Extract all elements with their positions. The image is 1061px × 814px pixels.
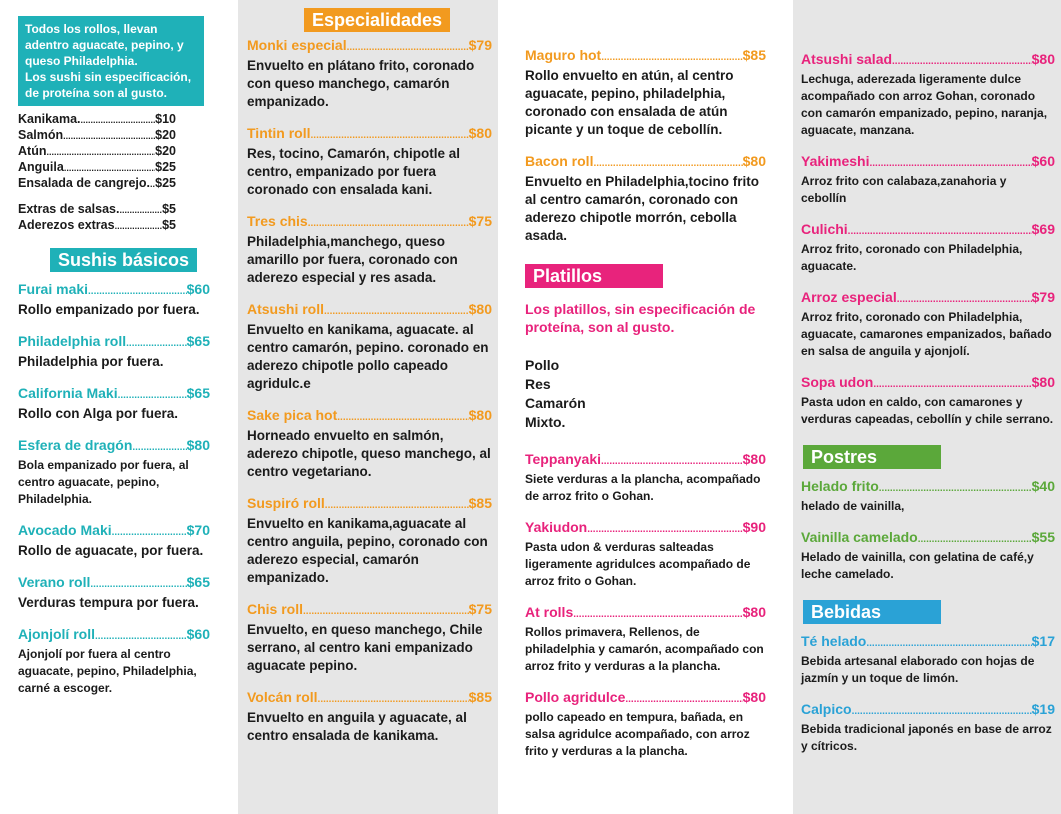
menu-item [247, 300, 492, 393]
item-price: $40 [1031, 478, 1055, 494]
section-title-especialidades: Especialidades [304, 8, 450, 32]
item-name: California Maki [18, 385, 118, 401]
item-price: $80 [1031, 374, 1055, 390]
extra-row: Extras de salsas. ..... $5 [18, 202, 176, 218]
item-price: $85 [468, 689, 492, 705]
item-description: Bebida tradicional japonés en base de arroz y cítricos. [801, 722, 1052, 753]
intro-note-protein: Los sushi sin especificación, de proteína son al gusto. [25, 70, 192, 100]
menu-item [525, 46, 766, 139]
item-name: Helado frito [801, 478, 879, 494]
item-description: Bebida artesanal elaborado con hojas de jazmín y un toque de limón. [801, 654, 1035, 685]
item-price: $80 [468, 407, 492, 423]
item-name: Verano roll [18, 574, 91, 590]
item-name: Tintin roll [247, 125, 311, 141]
menu-item [801, 50, 1055, 139]
item-price: $85 [742, 47, 766, 63]
item-name: Culichi [801, 221, 848, 237]
menu-item [247, 212, 492, 287]
protein-price-list [18, 112, 210, 234]
menu-item [525, 518, 766, 590]
item-name: Té helado [801, 633, 867, 649]
item-price: $75 [468, 601, 492, 617]
menu-item [801, 373, 1055, 428]
menu-item [18, 573, 210, 612]
item-price: $65 [186, 333, 210, 349]
item-price: $70 [186, 522, 210, 538]
item-price: $85 [468, 495, 492, 511]
item-name: Ajonjolí roll [18, 626, 95, 642]
item-description: Ajonjolí por fuera al centro aguacate, pepino, Philadelphia, carné a escoger. [18, 647, 197, 695]
menu-item [525, 688, 766, 760]
section-title-sushis-basicos: Sushis básicos [50, 248, 197, 272]
item-name: Calpico [801, 701, 852, 717]
item-description: Rollo de aguacate, por fuera. [18, 543, 204, 558]
menu-item [801, 477, 1055, 515]
menu-item [247, 36, 492, 111]
menu-item [801, 220, 1055, 275]
section-title-bebidas: Bebidas [803, 600, 941, 624]
item-price: $65 [186, 385, 210, 401]
protein-options [525, 356, 766, 432]
item-description: Rollo con Alga por fuera. [18, 406, 179, 421]
item-price: $60 [186, 626, 210, 642]
item-name: Teppanyaki [525, 451, 601, 467]
item-description: Arroz frito con calabaza,zanahoria y cebollín [801, 174, 1007, 205]
protein-option: Mixto. [525, 414, 566, 430]
item-name: Maguro hot [525, 47, 602, 63]
item-name: Monki especial [247, 37, 347, 53]
item-description: Helado de vainilla, con gelatina de café,y leche camelado. [801, 550, 1034, 581]
item-description: helado de vainilla, [801, 499, 905, 513]
item-name: Vainilla camelado [801, 529, 918, 545]
item-description: Siete verduras a la plancha, acompañado de arroz frito o Gohan. [525, 472, 761, 503]
item-description: Envuelto en kanikama, aguacate. al centro camarón, pepino. coronado en aderezo chipotle pollo capeado agridulc.e [247, 322, 489, 391]
item-price: $19 [1031, 701, 1055, 717]
price-row: Kanikama. ..... $10 [18, 112, 176, 128]
item-price: $65 [186, 574, 210, 590]
item-price: $80 [468, 301, 492, 317]
menu-item [801, 152, 1055, 207]
item-name: Avocado Maki [18, 522, 112, 538]
protein-option: Camarón [525, 395, 586, 411]
item-description: Rollos primavera, Rellenos, de philadelphia y camarón, acompañado con arroz frito y verduras a la plancha. [525, 625, 764, 673]
item-name: Atsushi roll [247, 301, 325, 317]
menu-column-3 [517, 0, 772, 814]
item-price: $80 [468, 125, 492, 141]
item-description: Envuelto en plátano frito, coronado con queso manchego, camarón empanizado. [247, 58, 475, 109]
menu-item [525, 152, 766, 245]
item-price: $80 [742, 604, 766, 620]
item-name: Atsushi salad [801, 51, 893, 67]
menu-item [247, 406, 492, 481]
menu-item [247, 494, 492, 587]
protein-option: Pollo [525, 357, 560, 373]
item-price: $80 [742, 153, 766, 169]
menu-item [247, 600, 492, 675]
price-row: Salmón ..... $20 [18, 128, 176, 144]
item-price: $55 [1031, 529, 1055, 545]
item-name: Arroz especial [801, 289, 897, 305]
item-description: Envuelto en anguila y aguacate, al centro ensalada de kanikama. [247, 710, 467, 743]
item-description: Arroz frito, coronado con Philadelphia, aguacate. [801, 242, 1023, 273]
item-name: Sopa udon [801, 374, 874, 390]
item-name: Yakiudon [525, 519, 588, 535]
item-price: $79 [1031, 289, 1055, 305]
item-name: Philadelphia roll [18, 333, 127, 349]
intro-note-rolls: Todos los rollos, llevan adentro aguacate, pepino, y queso Philadelphia. [25, 22, 184, 68]
platillos-note: Los platillos, sin especificación de proteína, son al gusto. [525, 301, 756, 335]
item-name: Tres chis [247, 213, 308, 229]
item-description: pollo capeado en tempura, bañada, en salsa agridulce acompañado, con arroz frito y verduras a la plancha. [525, 710, 750, 758]
item-price: $80 [186, 437, 210, 453]
intro-note-box [18, 16, 204, 106]
item-price: $79 [468, 37, 492, 53]
item-price: $60 [1031, 153, 1055, 169]
item-description: Horneado envuelto en salmón, aderezo chipotle, queso manchego, al centro vegetariano. [247, 428, 491, 479]
menu-item [801, 528, 1055, 583]
item-name: Bacon roll [525, 153, 594, 169]
item-description: Philadelphia por fuera. [18, 354, 164, 369]
item-description: Envuelto en kanikama,aguacate al centro anguila, pepino, coronado con aderezo especial, camarón empanizado. [247, 516, 488, 585]
menu-item [18, 384, 210, 423]
menu-column-4 [793, 0, 1061, 814]
price-row: Atún ..... $20 [18, 144, 176, 160]
item-name: Chis roll [247, 601, 304, 617]
item-name: Esfera de dragón [18, 437, 133, 453]
item-name: Volcán roll [247, 689, 318, 705]
item-description: Verduras tempura por fuera. [18, 595, 199, 610]
menu-column-1 [0, 0, 222, 814]
item-description: Rollo envuelto en atún, al centro aguacate, pepino, philadelphia, coronado con ensalada de atún picante y un toque de cebollín. [525, 68, 734, 137]
menu-item [525, 450, 766, 505]
menu-item [18, 436, 210, 508]
item-description: Rollo empanizado por fuera. [18, 302, 200, 317]
menu-item [18, 521, 210, 560]
item-description: Philadelphia,manchego, queso amarillo por fuera, coronado con aderezo especial y res asada. [247, 234, 458, 285]
menu-item [801, 700, 1055, 755]
item-price: $80 [742, 689, 766, 705]
extra-row: Aderezos extras ..... $5 [18, 218, 176, 234]
item-price: $69 [1031, 221, 1055, 237]
menu-item [801, 632, 1055, 687]
item-price: $17 [1031, 633, 1055, 649]
item-name: Furai maki [18, 281, 89, 297]
item-description: Pasta udon & verduras salteadas ligeramente agridulces acompañado de arroz frito o Gohan. [525, 540, 751, 588]
menu-column-2 [238, 0, 498, 814]
menu-item [18, 280, 210, 319]
item-price: $90 [742, 519, 766, 535]
menu-item [18, 332, 210, 371]
menu-item [525, 603, 766, 675]
item-price: $80 [1031, 51, 1055, 67]
item-name: Sake pica hot [247, 407, 338, 423]
item-description: Res, tocino, Camarón, chipotle al centro, empanizado por fuera coronado con ensalada kani. [247, 146, 461, 197]
item-description: Pasta udon en caldo, con camarones y verduras capeadas, cebollín y chile serrano. [801, 395, 1054, 426]
section-title-platillos: Platillos [525, 264, 663, 288]
protein-option: Res [525, 376, 551, 392]
item-price: $80 [742, 451, 766, 467]
item-description: Bola empanizado por fuera, al centro aguacate, pepino, Philadelphia. [18, 458, 189, 506]
menu-item [801, 288, 1055, 360]
item-price: $60 [186, 281, 210, 297]
item-description: Lechuga, aderezada ligeramente dulce acompañado con arroz Gohan, coronado con camarón empanizado, pepino, naranja, aguacate, manzana. [801, 72, 1048, 137]
price-row: Anguila ..... $25 [18, 160, 176, 176]
menu-item [247, 124, 492, 199]
price-row: Ensalada de cangrejo. ..... $25 [18, 176, 176, 192]
menu-item [18, 625, 210, 697]
menu-item [247, 688, 492, 745]
item-name: Suspiró roll [247, 495, 325, 511]
item-name: Yakimeshi [801, 153, 870, 169]
item-name: Pollo agridulce [525, 689, 626, 705]
item-description: Envuelto en Philadelphia,tocino frito al centro camarón, coronado con aderezo chipotle morrón, cebolla asada. [525, 174, 760, 243]
item-description: Arroz frito, coronado con Philadelphia, aguacate, camarones empanizados, bañado en salsa de anguila y ajonjolí. [801, 310, 1052, 358]
section-title-postres: Postres [803, 445, 941, 469]
item-name: At rolls [525, 604, 574, 620]
item-description: Envuelto, en queso manchego, Chile serrano, al centro kani empanizado aguacate pepino. [247, 622, 483, 673]
item-price: $75 [468, 213, 492, 229]
